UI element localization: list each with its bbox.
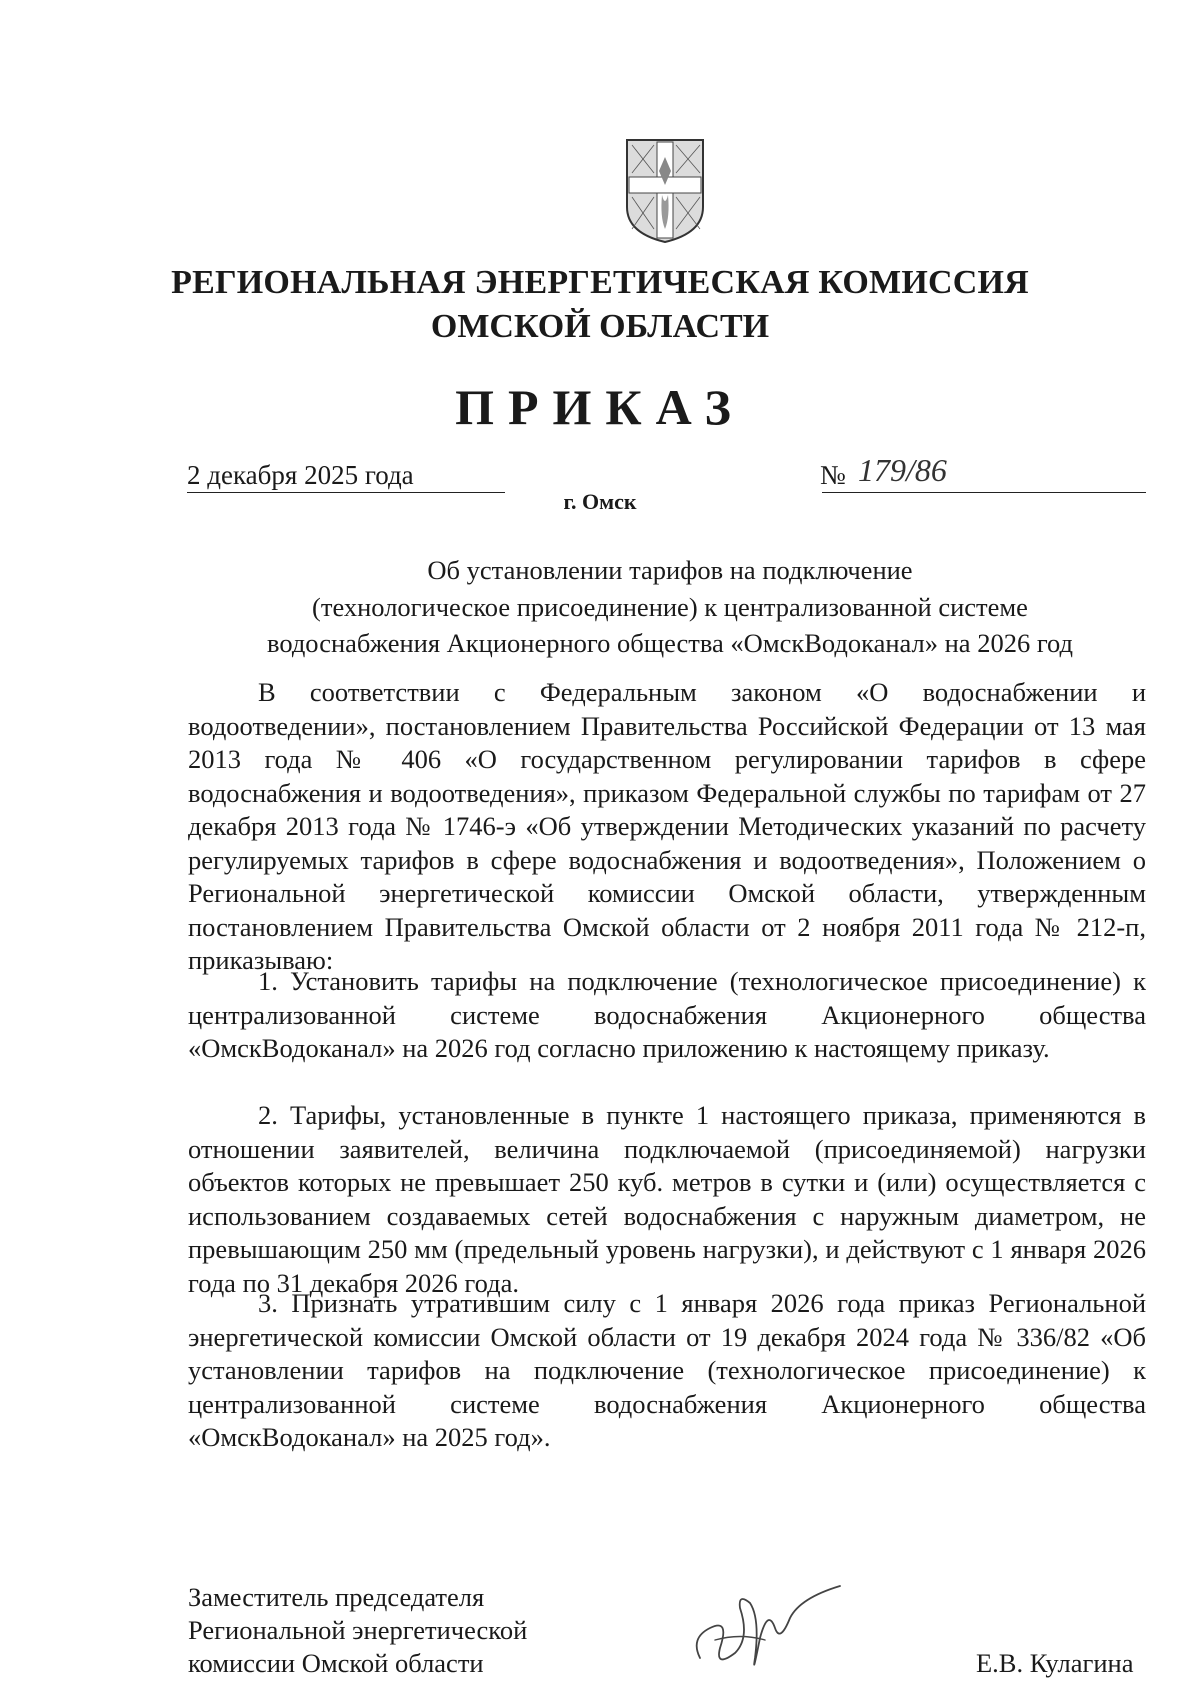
city-label: г. Омск [563,489,637,514]
signer-title-line2: Региональной энергетической [188,1615,528,1645]
signer-title-line3: комиссии Омской области [188,1648,484,1678]
signer-name: Е.В. Кулагина [976,1648,1134,1678]
subject-line: (технологическое присоединение) к централизованной системе [312,591,1028,622]
organization-name-line2: ОМСКОЙ ОБЛАСТИ [430,308,770,345]
order-item-2: 2. Тарифы, установленные в пункте 1 настоящего приказа, применяются в отношении заявителей, величина подключаемой (присоединяемой) нагрузки объектов которых не превышает 250 куб. метров в сутки и (или) осуществляется с использованием создаваемых сетей водоснабжения с наружным диаметром, не превышающим 250 мм (предельный уровень нагрузки), и действуют с 1 января 2026 года по 31 декабря 2026 года. [188,1100,1146,1298]
document-date: 2 декабря 2025 года [187,460,414,490]
organization-name-line1: РЕГИОНАЛЬНАЯ ЭНЕРГЕТИЧЕСКАЯ КОМИССИЯ [171,264,1029,301]
subject-line: водоснабжения Акционерного общества «ОмскВодоканал» на 2026 год [267,628,1073,658]
signer-title-line1: Заместитель председателя [188,1582,485,1612]
document-subject [190,552,1150,662]
order-item-1: 1. Установить тарифы на подключение (технологическое присоединение) к централизованной системе водоснабжения Акционерного общества «ОмскВодоканал» на 2026 год согласно приложению к настоящему приказу. [188,966,1146,1063]
order-item-3: 3. Признать утратившим силу с 1 января 2026 года приказ Региональной энергетической комиссии Омской области от 19 декабря 2024 года № 336/82 «Об установлении тарифов на подключение (технологическое присоединение) к централизованной системе водоснабжения Акционерного общества «ОмскВодоканал» на 2025 год». [188,1288,1146,1452]
handwritten-signature-icon [680,1578,850,1688]
preamble-paragraph: В соответствии с Федеральным законом «О водоснабжении и водоотведении», постановлением Правительства Российской Федерации от 13 мая 2013 года № 406 «О государственном регулировании тарифов в сфере водоснабжения и водоотведения», приказом Федеральной службы по тарифам от 27 декабря 2013 года № 1746-э «Об утверждении Методических указаний по расчету регулируемых тарифов в сфере водоснабжения и водоотведения», Положением о Региональной энергетической комиссии Омской области, утвержденным постановлением Правительства Омской области от 2 ноября 2011 года № 212-п, приказываю: [188,677,1146,975]
document-type-title: ПРИКАЗ [455,379,745,435]
coat-of-arms-emblem-icon [624,137,706,245]
number-label: № [820,460,846,490]
document-number: 179/86 [858,452,947,488]
subject-line: Об установлении тарифов на подключение [427,555,913,585]
